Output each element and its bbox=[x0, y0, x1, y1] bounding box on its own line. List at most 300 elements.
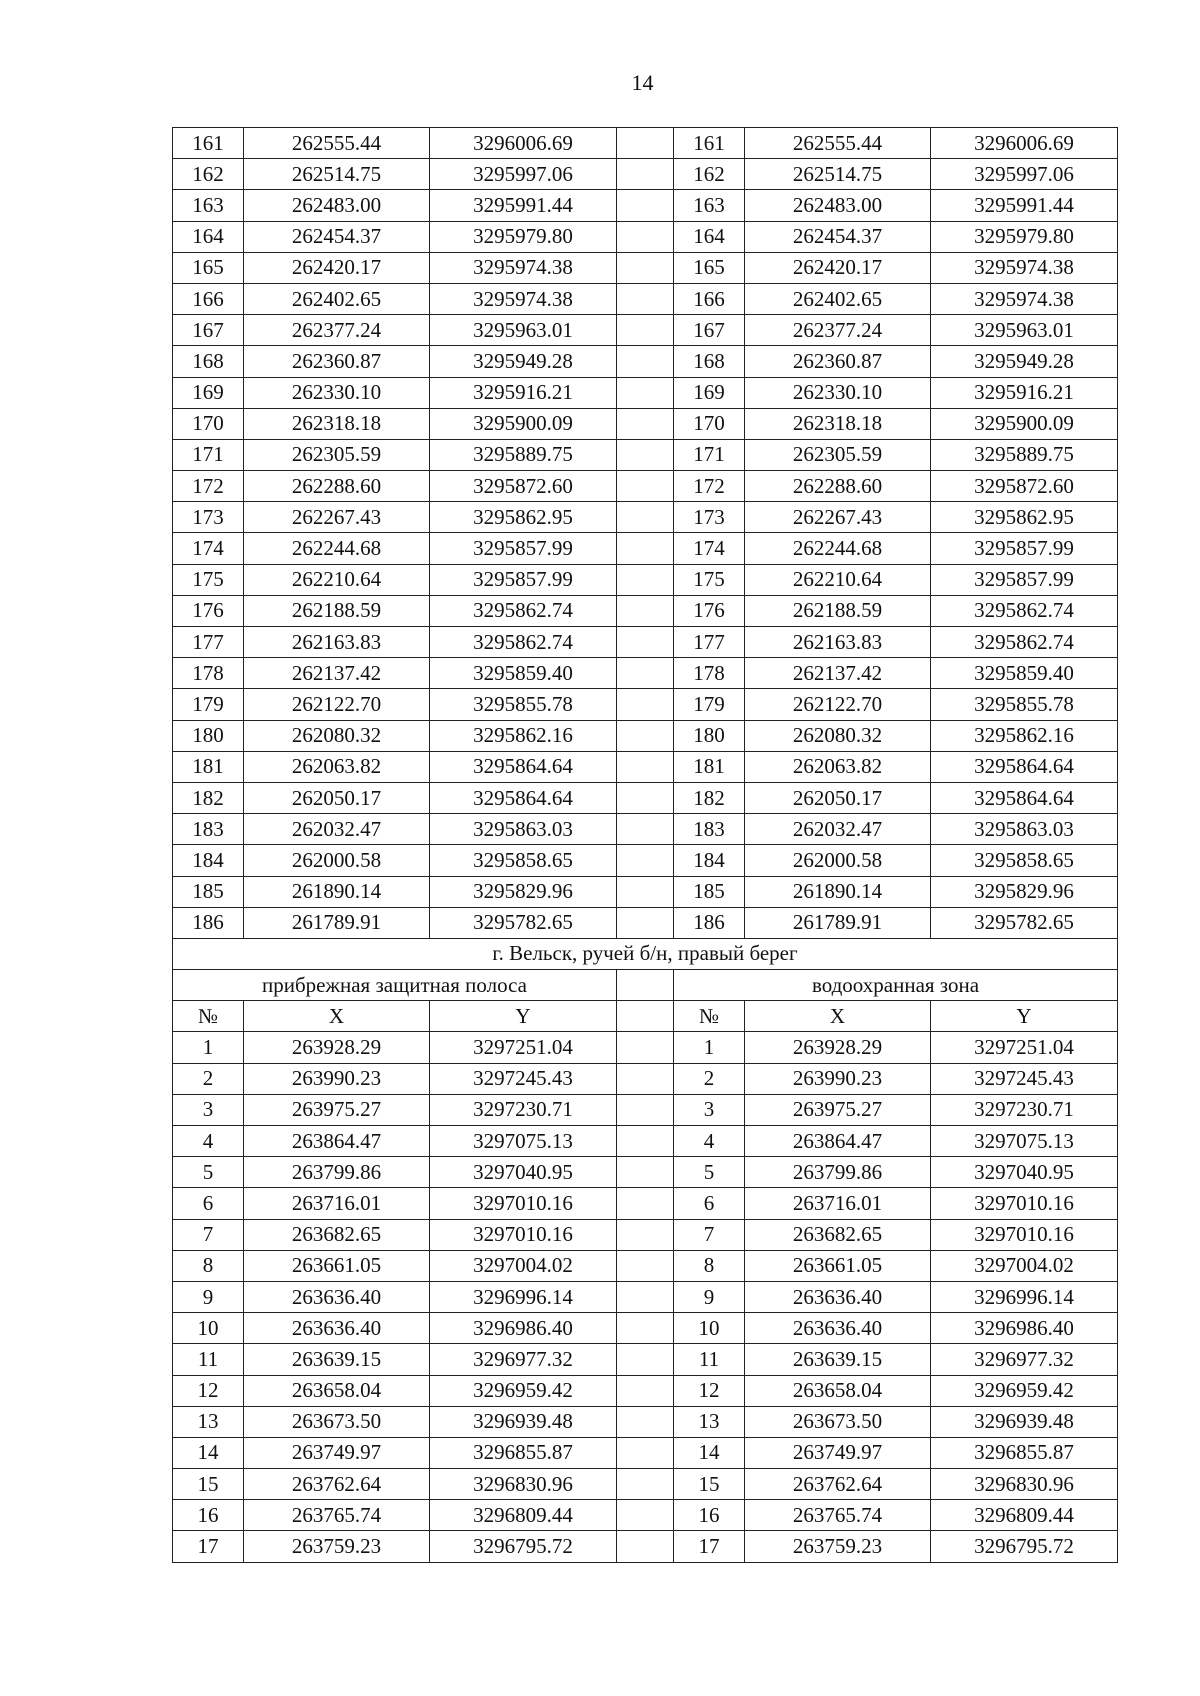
table-cell: 11 bbox=[173, 1344, 244, 1375]
table-cell: 14 bbox=[674, 1437, 745, 1468]
table-cell: 3295974.38 bbox=[430, 283, 617, 314]
table-cell: 263658.04 bbox=[745, 1375, 931, 1406]
table-cell: 166 bbox=[173, 283, 244, 314]
column-header: Y bbox=[430, 1001, 617, 1032]
table-cell: 3295857.99 bbox=[931, 564, 1118, 595]
table-cell: 169 bbox=[674, 377, 745, 408]
table-cell: 3295864.64 bbox=[931, 782, 1118, 813]
table-cell: 181 bbox=[173, 751, 244, 782]
table-cell: 186 bbox=[674, 907, 745, 938]
table-cell: 3295859.40 bbox=[430, 658, 617, 689]
gap-cell bbox=[617, 533, 674, 564]
table-cell: 262063.82 bbox=[244, 751, 430, 782]
table-row bbox=[173, 439, 1118, 470]
gap-cell bbox=[617, 845, 674, 876]
table-cell: 3295864.64 bbox=[430, 782, 617, 813]
table-cell: 3295974.38 bbox=[430, 252, 617, 283]
table-row bbox=[173, 627, 1118, 658]
gap-cell bbox=[617, 1469, 674, 1500]
table-cell: 262163.83 bbox=[745, 627, 931, 658]
table-cell: 163 bbox=[674, 190, 745, 221]
table-cell: 262420.17 bbox=[244, 252, 430, 283]
gap-cell bbox=[617, 190, 674, 221]
table-cell: 262244.68 bbox=[745, 533, 931, 564]
table-row bbox=[173, 1375, 1118, 1406]
table-cell: 180 bbox=[173, 720, 244, 751]
table-row bbox=[173, 315, 1118, 346]
table-cell: 17 bbox=[674, 1531, 745, 1562]
table-cell: 3297245.43 bbox=[931, 1063, 1118, 1094]
table-cell: 263928.29 bbox=[244, 1032, 430, 1063]
table-cell: 262555.44 bbox=[745, 128, 931, 159]
table-cell: 262360.87 bbox=[745, 346, 931, 377]
table-cell: 7 bbox=[173, 1219, 244, 1250]
table-cell: 3297230.71 bbox=[430, 1094, 617, 1125]
table-row bbox=[173, 377, 1118, 408]
table-cell: 263762.64 bbox=[244, 1469, 430, 1500]
gap-cell bbox=[617, 1375, 674, 1406]
table-cell: 263673.50 bbox=[745, 1406, 931, 1437]
table-cell: 3296855.87 bbox=[430, 1437, 617, 1468]
table-cell: 3295858.65 bbox=[430, 845, 617, 876]
table-cell: 263749.97 bbox=[244, 1437, 430, 1468]
table-row bbox=[173, 533, 1118, 564]
table-row bbox=[173, 1063, 1118, 1094]
table-cell: 3295862.74 bbox=[931, 595, 1118, 626]
gap-cell bbox=[617, 1281, 674, 1312]
table-cell: 262267.43 bbox=[244, 502, 430, 533]
table-cell: 3297245.43 bbox=[430, 1063, 617, 1094]
table-row bbox=[173, 471, 1118, 502]
gap-cell bbox=[617, 252, 674, 283]
table-cell: 3295979.80 bbox=[931, 221, 1118, 252]
table-cell: 10 bbox=[674, 1313, 745, 1344]
table-cell: 3296959.42 bbox=[430, 1375, 617, 1406]
table-cell: 3296855.87 bbox=[931, 1437, 1118, 1468]
gap-cell bbox=[617, 159, 674, 190]
table-cell: 3295949.28 bbox=[931, 346, 1118, 377]
table-cell: 3295963.01 bbox=[931, 315, 1118, 346]
table-cell: 3295855.78 bbox=[931, 689, 1118, 720]
table-cell: 183 bbox=[674, 814, 745, 845]
table-cell: 3295889.75 bbox=[931, 439, 1118, 470]
table-cell: 262555.44 bbox=[244, 128, 430, 159]
gap-cell bbox=[617, 1063, 674, 1094]
table-row bbox=[173, 283, 1118, 314]
table-cell: 262305.59 bbox=[745, 439, 931, 470]
table-cell: 262514.75 bbox=[745, 159, 931, 190]
table-cell: 170 bbox=[173, 408, 244, 439]
table-cell: 262454.37 bbox=[244, 221, 430, 252]
table-cell: 184 bbox=[173, 845, 244, 876]
table-cell: 3295864.64 bbox=[430, 751, 617, 782]
table-cell: 3 bbox=[674, 1094, 745, 1125]
table-row bbox=[173, 814, 1118, 845]
table-cell: 10 bbox=[173, 1313, 244, 1344]
coordinate-table bbox=[172, 127, 1118, 1563]
table-cell: 3295782.65 bbox=[430, 907, 617, 938]
table-cell: 262032.47 bbox=[745, 814, 931, 845]
table-row bbox=[173, 1188, 1118, 1219]
column-header: X bbox=[244, 1001, 430, 1032]
table-row bbox=[173, 1219, 1118, 1250]
table-cell: 3295991.44 bbox=[931, 190, 1118, 221]
table-cell: 262330.10 bbox=[244, 377, 430, 408]
table-cell: 263636.40 bbox=[244, 1313, 430, 1344]
table-cell: 263658.04 bbox=[244, 1375, 430, 1406]
table-row bbox=[173, 658, 1118, 689]
gap-cell bbox=[617, 782, 674, 813]
table-cell: 262514.75 bbox=[244, 159, 430, 190]
table-cell: 261789.91 bbox=[244, 907, 430, 938]
table-cell: 3295862.74 bbox=[931, 627, 1118, 658]
table-cell: 168 bbox=[173, 346, 244, 377]
gap-cell bbox=[617, 689, 674, 720]
table-cell: 163 bbox=[173, 190, 244, 221]
gap-cell bbox=[617, 1531, 674, 1562]
table-row bbox=[173, 408, 1118, 439]
table-cell: 261890.14 bbox=[244, 876, 430, 907]
table-cell: 262050.17 bbox=[745, 782, 931, 813]
gap-cell bbox=[617, 907, 674, 938]
table-cell: 262122.70 bbox=[244, 689, 430, 720]
table-row bbox=[173, 1469, 1118, 1500]
group-title-row bbox=[173, 970, 1118, 1001]
table-row bbox=[173, 751, 1118, 782]
table-cell: 2 bbox=[674, 1063, 745, 1094]
table-cell: 2 bbox=[173, 1063, 244, 1094]
table-cell: 262188.59 bbox=[745, 595, 931, 626]
table-cell: 262454.37 bbox=[745, 221, 931, 252]
table-cell: 3295862.95 bbox=[430, 502, 617, 533]
table-row bbox=[173, 595, 1118, 626]
gap-cell bbox=[617, 658, 674, 689]
table-cell: 3295916.21 bbox=[430, 377, 617, 408]
table-cell: 3295859.40 bbox=[931, 658, 1118, 689]
table-cell: 174 bbox=[173, 533, 244, 564]
table-cell: 263716.01 bbox=[745, 1188, 931, 1219]
table-cell: 262080.32 bbox=[745, 720, 931, 751]
table-cell: 263990.23 bbox=[244, 1063, 430, 1094]
right-group-title: водоохранная зона bbox=[674, 970, 1118, 1001]
table-cell: 171 bbox=[173, 439, 244, 470]
table-cell: 171 bbox=[674, 439, 745, 470]
column-header: № bbox=[674, 1001, 745, 1032]
table-cell: 178 bbox=[173, 658, 244, 689]
table-cell: 3296986.40 bbox=[430, 1313, 617, 1344]
gap-cell bbox=[617, 1219, 674, 1250]
table-cell: 177 bbox=[173, 627, 244, 658]
table-cell: 4 bbox=[173, 1126, 244, 1157]
gap-cell bbox=[617, 1032, 674, 1063]
table-cell: 3296996.14 bbox=[931, 1281, 1118, 1312]
table-cell: 178 bbox=[674, 658, 745, 689]
table-cell: 263661.05 bbox=[244, 1250, 430, 1281]
gap-cell bbox=[617, 377, 674, 408]
table-cell: 3296830.96 bbox=[931, 1469, 1118, 1500]
table-cell: 263765.74 bbox=[244, 1500, 430, 1531]
table-cell: 184 bbox=[674, 845, 745, 876]
table-cell: 1 bbox=[173, 1032, 244, 1063]
table-cell: 263636.40 bbox=[745, 1281, 931, 1312]
table-cell: 262483.00 bbox=[244, 190, 430, 221]
table-cell: 3295916.21 bbox=[931, 377, 1118, 408]
table-cell: 3296959.42 bbox=[931, 1375, 1118, 1406]
table-row bbox=[173, 1500, 1118, 1531]
table-row bbox=[173, 346, 1118, 377]
table-row bbox=[173, 1344, 1118, 1375]
table-cell: 164 bbox=[173, 221, 244, 252]
table-cell: 167 bbox=[674, 315, 745, 346]
gap-cell bbox=[617, 751, 674, 782]
table-cell: 3295862.74 bbox=[430, 627, 617, 658]
table-cell: 3296795.72 bbox=[430, 1531, 617, 1562]
table-row bbox=[173, 1250, 1118, 1281]
table-cell: 3297075.13 bbox=[430, 1126, 617, 1157]
table-cell: 262137.42 bbox=[745, 658, 931, 689]
table-cell: 263990.23 bbox=[745, 1063, 931, 1094]
table-cell: 14 bbox=[173, 1437, 244, 1468]
table-cell: 3295857.99 bbox=[931, 533, 1118, 564]
gap-cell bbox=[617, 970, 674, 1001]
table-row bbox=[173, 1032, 1118, 1063]
table-cell: 166 bbox=[674, 283, 745, 314]
table-cell: 12 bbox=[674, 1375, 745, 1406]
table-cell: 3296939.48 bbox=[430, 1406, 617, 1437]
gap-cell bbox=[617, 1250, 674, 1281]
table-cell: 263765.74 bbox=[745, 1500, 931, 1531]
table-row bbox=[173, 1281, 1118, 1312]
table-row bbox=[173, 907, 1118, 938]
gap-cell bbox=[617, 221, 674, 252]
table-cell: 3296006.69 bbox=[931, 128, 1118, 159]
table-cell: 172 bbox=[674, 471, 745, 502]
table-cell: 1 bbox=[674, 1032, 745, 1063]
table-cell: 173 bbox=[173, 502, 244, 533]
table-cell: 167 bbox=[173, 315, 244, 346]
table-cell: 176 bbox=[674, 595, 745, 626]
table-cell: 262318.18 bbox=[745, 408, 931, 439]
table-cell: 263749.97 bbox=[745, 1437, 931, 1468]
table-row bbox=[173, 1437, 1118, 1468]
table-cell: 16 bbox=[173, 1500, 244, 1531]
table-cell: 11 bbox=[674, 1344, 745, 1375]
table-cell: 263673.50 bbox=[244, 1406, 430, 1437]
table-body-bottom bbox=[173, 1032, 1118, 1562]
table-cell: 262163.83 bbox=[244, 627, 430, 658]
table-row bbox=[173, 876, 1118, 907]
table-cell: 3296986.40 bbox=[931, 1313, 1118, 1344]
table-cell: 263975.27 bbox=[244, 1094, 430, 1125]
table-cell: 263799.86 bbox=[745, 1157, 931, 1188]
table-cell: 3295863.03 bbox=[430, 814, 617, 845]
column-header: Y bbox=[931, 1001, 1118, 1032]
gap-cell bbox=[617, 408, 674, 439]
table-cell: 3297040.95 bbox=[931, 1157, 1118, 1188]
table-cell: 3297075.13 bbox=[931, 1126, 1118, 1157]
table-cell: 3295829.96 bbox=[430, 876, 617, 907]
table-row bbox=[173, 221, 1118, 252]
gap-cell bbox=[617, 1500, 674, 1531]
table-cell: 12 bbox=[173, 1375, 244, 1406]
table-cell: 3297230.71 bbox=[931, 1094, 1118, 1125]
table-cell: 3297004.02 bbox=[430, 1250, 617, 1281]
table-cell: 186 bbox=[173, 907, 244, 938]
table-cell: 262483.00 bbox=[745, 190, 931, 221]
gap-cell bbox=[617, 128, 674, 159]
table-cell: 6 bbox=[674, 1188, 745, 1219]
table-cell: 3296809.44 bbox=[931, 1500, 1118, 1531]
table-cell: 3295949.28 bbox=[430, 346, 617, 377]
table-cell: 262288.60 bbox=[745, 471, 931, 502]
left-group-title: прибрежная защитная полоса bbox=[173, 970, 617, 1001]
table-cell: 262000.58 bbox=[745, 845, 931, 876]
page-number: 14 bbox=[631, 70, 654, 95]
column-header: X bbox=[745, 1001, 931, 1032]
table-cell: 164 bbox=[674, 221, 745, 252]
table-cell: 3295857.99 bbox=[430, 564, 617, 595]
table-cell: 3295855.78 bbox=[430, 689, 617, 720]
table-cell: 263928.29 bbox=[745, 1032, 931, 1063]
table-cell: 263639.15 bbox=[745, 1344, 931, 1375]
table-cell: 263682.65 bbox=[244, 1219, 430, 1250]
table-cell: 3295863.03 bbox=[931, 814, 1118, 845]
table-cell: 3295829.96 bbox=[931, 876, 1118, 907]
table-cell: 3296977.32 bbox=[931, 1344, 1118, 1375]
table-cell: 262063.82 bbox=[745, 751, 931, 782]
table-cell: 173 bbox=[674, 502, 745, 533]
table-cell: 263682.65 bbox=[745, 1219, 931, 1250]
column-header-row bbox=[173, 1001, 1118, 1032]
table-cell: 6 bbox=[173, 1188, 244, 1219]
gap-cell bbox=[617, 1157, 674, 1188]
table-cell: 263864.47 bbox=[244, 1126, 430, 1157]
table-cell: 3 bbox=[173, 1094, 244, 1125]
table-cell: 185 bbox=[173, 876, 244, 907]
column-header: № bbox=[173, 1001, 244, 1032]
table-cell: 3295997.06 bbox=[931, 159, 1118, 190]
table-row bbox=[173, 689, 1118, 720]
table-cell: 3295979.80 bbox=[430, 221, 617, 252]
table-cell: 3295862.16 bbox=[430, 720, 617, 751]
table-cell: 263759.23 bbox=[244, 1531, 430, 1562]
section-header bbox=[173, 938, 1118, 1032]
table-cell: 3296809.44 bbox=[430, 1500, 617, 1531]
gap-cell bbox=[617, 346, 674, 377]
table-row bbox=[173, 128, 1118, 159]
table-row bbox=[173, 159, 1118, 190]
table-cell: 13 bbox=[674, 1406, 745, 1437]
table-cell: 174 bbox=[674, 533, 745, 564]
table-cell: 170 bbox=[674, 408, 745, 439]
table-cell: 262267.43 bbox=[745, 502, 931, 533]
table-cell: 13 bbox=[173, 1406, 244, 1437]
table-cell: 3295974.38 bbox=[931, 283, 1118, 314]
table-cell: 263864.47 bbox=[745, 1126, 931, 1157]
table-cell: 3295997.06 bbox=[430, 159, 617, 190]
table-cell: 168 bbox=[674, 346, 745, 377]
table-cell: 262377.24 bbox=[745, 315, 931, 346]
table-row bbox=[173, 190, 1118, 221]
table-cell: 3295862.74 bbox=[430, 595, 617, 626]
table-cell: 182 bbox=[674, 782, 745, 813]
table-cell: 263636.40 bbox=[745, 1313, 931, 1344]
table-cell: 3295858.65 bbox=[931, 845, 1118, 876]
table-cell: 3295963.01 bbox=[430, 315, 617, 346]
table-cell: 161 bbox=[674, 128, 745, 159]
table-cell: 3297251.04 bbox=[931, 1032, 1118, 1063]
table-cell: 5 bbox=[173, 1157, 244, 1188]
table-cell: 162 bbox=[674, 159, 745, 190]
gap-cell bbox=[617, 595, 674, 626]
table-cell: 3297010.16 bbox=[931, 1219, 1118, 1250]
gap-cell bbox=[617, 1437, 674, 1468]
table-cell: 262420.17 bbox=[745, 252, 931, 283]
section-title-row bbox=[173, 938, 1118, 969]
table-cell: 3297010.16 bbox=[430, 1188, 617, 1219]
table-cell: 3297251.04 bbox=[430, 1032, 617, 1063]
table-cell: 3295857.99 bbox=[430, 533, 617, 564]
table-cell: 8 bbox=[173, 1250, 244, 1281]
gap-cell bbox=[617, 502, 674, 533]
table-row bbox=[173, 252, 1118, 283]
table-cell: 263975.27 bbox=[745, 1094, 931, 1125]
table-cell: 3297010.16 bbox=[931, 1188, 1118, 1219]
table-cell: 263799.86 bbox=[244, 1157, 430, 1188]
table-cell: 262377.24 bbox=[244, 315, 430, 346]
table-cell: 263762.64 bbox=[745, 1469, 931, 1500]
table-cell: 181 bbox=[674, 751, 745, 782]
table-row bbox=[173, 502, 1118, 533]
table-cell: 263716.01 bbox=[244, 1188, 430, 1219]
table-cell: 8 bbox=[674, 1250, 745, 1281]
table-cell: 3295889.75 bbox=[430, 439, 617, 470]
table-cell: 262122.70 bbox=[745, 689, 931, 720]
table-cell: 262305.59 bbox=[244, 439, 430, 470]
table-cell: 263661.05 bbox=[745, 1250, 931, 1281]
table-cell: 16 bbox=[674, 1500, 745, 1531]
table-cell: 262080.32 bbox=[244, 720, 430, 751]
gap-cell bbox=[617, 1094, 674, 1125]
gap-cell bbox=[617, 814, 674, 845]
table-cell: 175 bbox=[173, 564, 244, 595]
table-cell: 169 bbox=[173, 377, 244, 408]
table-row bbox=[173, 1406, 1118, 1437]
table-cell: 161 bbox=[173, 128, 244, 159]
table-cell: 262000.58 bbox=[244, 845, 430, 876]
table-row bbox=[173, 1094, 1118, 1125]
table-cell: 162 bbox=[173, 159, 244, 190]
table-cell: 165 bbox=[674, 252, 745, 283]
table-row bbox=[173, 1531, 1118, 1562]
table-cell: 3295991.44 bbox=[430, 190, 617, 221]
gap-cell bbox=[617, 439, 674, 470]
table-cell: 263636.40 bbox=[244, 1281, 430, 1312]
table-cell: 177 bbox=[674, 627, 745, 658]
table-body-top bbox=[173, 128, 1118, 939]
table-cell: 3296795.72 bbox=[931, 1531, 1118, 1562]
table-cell: 262402.65 bbox=[244, 283, 430, 314]
table-cell: 3295862.95 bbox=[931, 502, 1118, 533]
table-cell: 3295862.16 bbox=[931, 720, 1118, 751]
gap-cell bbox=[617, 720, 674, 751]
table-cell: 3296939.48 bbox=[931, 1406, 1118, 1437]
table-cell: 263759.23 bbox=[745, 1531, 931, 1562]
gap-cell bbox=[617, 876, 674, 907]
table-cell: 3297010.16 bbox=[430, 1219, 617, 1250]
table-cell: 3297040.95 bbox=[430, 1157, 617, 1188]
gap-cell bbox=[617, 564, 674, 595]
